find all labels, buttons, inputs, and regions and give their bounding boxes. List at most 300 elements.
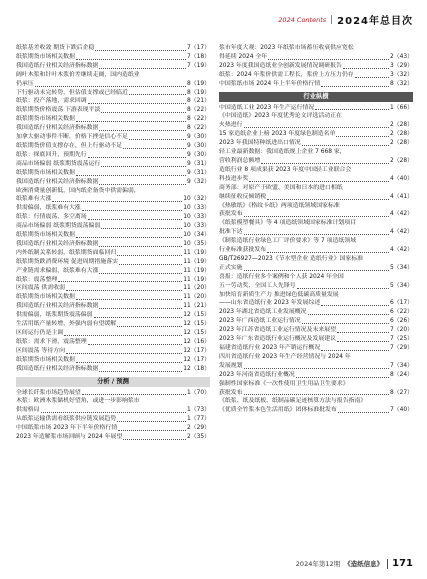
- dot-leader: [94, 317, 183, 318]
- toc-entry-title: ——山东省造纸行业 2023 年发展综述: [219, 300, 321, 307]
- toc-entry-page: 8（32）: [389, 80, 413, 87]
- toc-entry-line[interactable]: [219, 237, 413, 246]
- toc-entry-title: 批准下达: [219, 229, 243, 236]
- toc-entry-page: 10（34）: [183, 232, 210, 239]
- toc-entry-page: 9（30）: [186, 134, 210, 141]
- toc-entry-title: 内外纸制关系转弱，纸浆期货面临回归: [16, 249, 117, 256]
- dot-leader: [119, 264, 182, 265]
- toc-entry[interactable]: [16, 338, 210, 347]
- toc-entry-title: 木浆：欧洲木浆储机好望角，或进一步影响浆市: [16, 398, 140, 405]
- toc-entry-page: 4（40）: [389, 175, 413, 182]
- toc-entry-title: 中国浆纸市场 2024 年上半年价格行情: [219, 80, 321, 87]
- toc-entry-title: 《优质全竹浆本色生活用纸》团体标准批发布: [219, 407, 337, 414]
- toc-entry[interactable]: [16, 311, 210, 320]
- toc-entry-title: 中国造纸工业 2023 年生产运行情况: [219, 104, 315, 111]
- toc-entry-title: 2023 年江苏省造纸工业运行情况及未来展望: [219, 327, 337, 334]
- toc-entry-title: 纸浆：探底回升，预期先行: [16, 151, 87, 158]
- toc-entry-page: 7（19）: [186, 62, 210, 69]
- toc-entry-page: 8（22）: [186, 107, 210, 114]
- toc-entry[interactable]: [16, 284, 210, 293]
- toc-entry-title: 2023 年我国特种纸进出口情况: [219, 140, 301, 147]
- toc-entry-title: 得延续 2024 全年: [219, 53, 268, 60]
- dot-leader: [82, 394, 186, 395]
- dot-leader: [343, 68, 389, 69]
- toc-entry[interactable]: [219, 80, 413, 89]
- dot-leader: [117, 326, 182, 327]
- toc-entry[interactable]: [219, 335, 413, 344]
- toc-entry[interactable]: [16, 424, 210, 433]
- dot-leader: [308, 314, 389, 315]
- toc-entry-line[interactable]: [219, 380, 413, 389]
- dot-leader: [244, 270, 389, 271]
- toc-entry-line[interactable]: [219, 112, 413, 121]
- dot-leader: [99, 371, 182, 372]
- dot-leader: [268, 59, 389, 60]
- toc-entry[interactable]: [219, 282, 413, 291]
- header-chinese-title: 2024年总目次: [337, 16, 413, 27]
- dot-leader: [355, 77, 389, 78]
- toc-entry-title: 火热进行: [219, 122, 243, 129]
- toc-entry[interactable]: [16, 169, 210, 178]
- toc-entry-page: 6（22）: [389, 309, 413, 316]
- toc-entry-title: 纸浆难有大涨: [16, 196, 52, 203]
- toc-entry-page: 9（30）: [186, 142, 210, 149]
- dot-leader: [88, 157, 186, 158]
- toc-entry[interactable]: [16, 276, 210, 285]
- toc-entry[interactable]: [16, 356, 210, 365]
- toc-entry[interactable]: [16, 195, 210, 204]
- toc-entry-title: 纸浆期货市场相关数据: [16, 53, 75, 60]
- dot-leader: [101, 166, 186, 167]
- dot-leader: [244, 216, 389, 217]
- dot-leader: [261, 163, 389, 164]
- toc-entry-title: 15 家造纸企业上榜 2023 年度绿色制造名单: [219, 131, 336, 138]
- dot-leader: [64, 335, 182, 336]
- dot-leader: [302, 323, 389, 324]
- toc-entry-page: 11（19）: [183, 258, 210, 265]
- toc-entry-page: 9（31）: [186, 169, 210, 176]
- toc-entry-page: 12（17）: [183, 347, 210, 354]
- dot-leader: [244, 368, 389, 369]
- toc-entry-title: 纸浆期货价格震荡 下游表现平淡: [16, 107, 101, 114]
- toc-entry-page: 11（20）: [183, 285, 210, 292]
- toc-entry[interactable]: [16, 213, 210, 222]
- toc-entry[interactable]: [219, 157, 413, 166]
- toc-entry-title: 产业链需求偏弱，纸浆难有大涨: [16, 267, 99, 274]
- toc-entry[interactable]: [16, 293, 210, 302]
- header-english-title: 2024 Contents: [278, 15, 327, 24]
- toc-entry[interactable]: [16, 204, 210, 213]
- toc-entry-title: 我国造纸行业相关经济指标数据: [16, 62, 99, 69]
- toc-entry-page: 12（17）: [183, 356, 210, 363]
- toc-entry-title: 轻工业最新数据：我国造纸规上企业 7 668 家，: [219, 149, 346, 156]
- toc-entry[interactable]: [16, 106, 210, 115]
- page-footer: [296, 558, 413, 569]
- toc-entry-page: 7（29）: [389, 345, 413, 351]
- toc-entry-page: 9（30）: [186, 151, 210, 158]
- toc-entry[interactable]: [219, 175, 413, 184]
- dot-leader: [267, 252, 389, 253]
- toc-entry-line[interactable]: [219, 291, 413, 300]
- toc-entry-page: 2（28）: [389, 157, 413, 164]
- toc-entry-title: 纸浆期货跌消费环境 促进周期措施落实: [16, 258, 119, 265]
- toc-entry-page: 3（29）: [389, 62, 413, 69]
- toc-entry[interactable]: [16, 97, 210, 106]
- toc-entry-title: 我国造纸行业相关经济指标数据: [16, 125, 99, 132]
- dot-leader: [101, 228, 182, 229]
- dot-leader: [99, 130, 186, 131]
- toc-entry-page: 10（33）: [183, 223, 210, 230]
- toc-entry-title: 供需格局: [16, 407, 40, 414]
- toc-entry-page: 2（28）: [389, 131, 413, 138]
- toc-entry[interactable]: [16, 406, 210, 415]
- footer-divider: [387, 559, 388, 569]
- toc-entry[interactable]: [16, 267, 210, 276]
- toc-entry-title: 区间震荡 供需收弱: [16, 285, 65, 292]
- toc-entry-title: 阔叶木浆和针叶木浆价差继续走阔，国内造纸业: [16, 71, 140, 78]
- toc-entry-page: 7（18）: [186, 53, 210, 60]
- toc-entry-page: 12（18）: [183, 365, 210, 372]
- toc-entry[interactable]: [219, 406, 413, 415]
- dot-leader: [244, 394, 389, 395]
- dot-leader: [315, 109, 389, 110]
- toc-entry-title: 营收利润总额增: [219, 157, 261, 164]
- dot-leader: [337, 332, 389, 333]
- toc-entry[interactable]: [16, 240, 210, 249]
- toc-entry-page: 3（32）: [389, 71, 413, 78]
- toc-entry-title: 商品市场偏弱 纸浆期货震荡偏弱: [16, 223, 101, 230]
- toc-entry-page: 7（40）: [389, 407, 413, 414]
- toc-entry[interactable]: [219, 104, 413, 113]
- toc-entry-page: 10（33）: [183, 214, 210, 221]
- section-heading-industry: 行业纵横: [219, 92, 413, 102]
- toc-entry-page: 5（34）: [389, 282, 413, 289]
- toc-entry-title: 五一劳动奖、全国工人先锋号: [219, 282, 296, 289]
- toc-entry-page: 8（19）: [186, 80, 210, 87]
- toc-entry-title: 商品市场偏弱 纸浆期货震荡运行: [16, 160, 101, 167]
- toc-entry-line[interactable]: [219, 273, 413, 282]
- toc-entry-title: GB/T26927—2023《节水型企业 造纸行业》国家标准: [219, 255, 364, 262]
- toc-entry-title: 2023 年广东省造纸行业运行概况及发展建议: [219, 336, 337, 343]
- toc-entry-page: 7（34）: [389, 362, 413, 369]
- toc-entry[interactable]: [16, 80, 210, 89]
- dot-leader: [76, 362, 182, 363]
- page-header: [278, 12, 413, 27]
- dot-leader: [321, 86, 389, 87]
- page-number: 171: [392, 558, 413, 569]
- toc-entry-title: 生活用纸产量转增，外强内弱有望缓解: [16, 321, 117, 328]
- toc-entry[interactable]: [16, 365, 210, 374]
- toc-entry[interactable]: [16, 222, 210, 231]
- toc-entry-title: 加快培育新质生产力 推进绿色低碳高质量发展: [219, 291, 339, 298]
- toc-entry-line[interactable]: [219, 166, 413, 175]
- toc-entry-title: 仍承压: [16, 80, 34, 87]
- toc-entry-line[interactable]: [219, 148, 413, 157]
- toc-entry-title: 欧洲消费量创新低，国内纸企备货中供需偏弱，: [16, 187, 140, 194]
- toc-entry[interactable]: [16, 249, 210, 258]
- toc-entry-page: 9（31）: [186, 160, 210, 167]
- dot-leader: [88, 344, 183, 345]
- toc-entry[interactable]: [219, 71, 413, 80]
- toc-entry-title: 2023 年湖北省造纸工业发展概况: [219, 309, 307, 316]
- toc-entry-line[interactable]: [219, 353, 413, 362]
- toc-entry-title: 发展规划: [219, 362, 243, 369]
- left-column: [16, 44, 210, 442]
- dot-leader: [76, 175, 186, 176]
- toc-entry-page: 12（15）: [183, 330, 210, 336]
- toc-entry-page: 2（28）: [389, 140, 413, 147]
- toc-entry-page: 11（19）: [183, 267, 210, 274]
- toc-entry[interactable]: [219, 53, 413, 62]
- dot-leader: [249, 181, 389, 182]
- toc-entry[interactable]: [219, 317, 413, 326]
- toc-entry-page: 5（34）: [389, 264, 413, 271]
- toc-entry[interactable]: [16, 433, 210, 442]
- dot-leader: [337, 341, 389, 342]
- toc-entry[interactable]: [16, 302, 210, 311]
- toc-entry[interactable]: [219, 389, 413, 398]
- dot-leader: [244, 127, 389, 128]
- dot-leader: [123, 439, 186, 440]
- toc-entry-title: 科技进步奖: [219, 175, 249, 182]
- toc-entry-title: 浆市年度大观：2023 年纸浆市场蓄压收衰供应宽松: [219, 45, 354, 51]
- toc-entry-page: 8（24）: [389, 371, 413, 378]
- toc-entry-page: 6（26）: [389, 318, 413, 325]
- toc-entry[interactable]: [219, 371, 413, 380]
- toc-entry-page: 11（20）: [183, 294, 210, 301]
- toc-entry-page: 6（17）: [389, 300, 413, 307]
- toc-entry-title: 纸浆期货市场相关数据: [16, 116, 75, 123]
- header-divider: [331, 15, 332, 24]
- toc-entry[interactable]: [16, 178, 210, 187]
- dot-leader: [58, 281, 182, 282]
- toc-entry-page: 7（20）: [389, 327, 413, 334]
- toc-entry-title: 福建省造纸行业 2023 年产销运行概况: [219, 345, 321, 351]
- toc-entry-title: 纸浆期货市场相关数据: [16, 294, 75, 301]
- toc-entry[interactable]: [16, 115, 210, 124]
- toc-entry-title: 获批发布: [219, 389, 243, 396]
- dot-leader: [118, 430, 186, 431]
- toc-entry-title: 四川省造纸行业 2023 年生产经营情况与 2024 年: [219, 353, 351, 360]
- toc-entry[interactable]: [219, 362, 413, 371]
- dot-leader: [99, 308, 182, 309]
- toc-entry-page: 11（19）: [183, 276, 210, 283]
- toc-entry-page: 11（19）: [183, 249, 210, 256]
- toc-entry-title: 《纸浆模塑餐具》等 4 项造纸领域国家标准计划项目: [219, 220, 357, 227]
- dot-leader: [302, 145, 389, 146]
- toc-entry-title: 正式实施: [219, 264, 243, 271]
- toc-entry-line[interactable]: [219, 255, 413, 264]
- toc-entry-title: 纸浆：投产落地，需求回调: [16, 98, 87, 105]
- toc-entry[interactable]: [16, 44, 210, 53]
- toc-entry[interactable]: [16, 329, 210, 338]
- toc-entry-page: 11（21）: [183, 303, 210, 310]
- toc-entry-page: 4（42）: [389, 211, 413, 218]
- dot-leader: [99, 184, 186, 185]
- toc-entry-title: 获批发布: [219, 211, 243, 218]
- toc-entry-title: 继续征收反倾销税: [219, 193, 267, 200]
- toc-entry-title: 纸浆：需求下滑，震荡整理: [16, 338, 87, 345]
- toc-entry-page: 10（35）: [183, 240, 210, 247]
- toc-entry-page: 8（19）: [186, 89, 210, 96]
- toc-entry-page: 12（15）: [183, 321, 210, 328]
- toc-entry-title: 纸浆：行情震荡，多空离场: [16, 214, 87, 221]
- toc-entry-page: 2（28）: [389, 122, 413, 129]
- dot-leader: [99, 246, 182, 247]
- toc-entry[interactable]: [16, 320, 210, 329]
- dot-leader: [338, 412, 389, 413]
- toc-entry-page: 9（32）: [186, 178, 210, 185]
- toc-entry-line[interactable]: [219, 184, 413, 193]
- toc-entry-title: 《纸浆、纸及纸板、纸制品碳足迹核算方法与报告指南》: [219, 398, 367, 405]
- dot-leader: [244, 234, 389, 235]
- dot-leader: [66, 353, 182, 354]
- toc-entry-page: 10（32）: [183, 196, 210, 203]
- toc-entry-page: 2（29）: [186, 425, 210, 432]
- toc-entry-title: 喜报：造纸行业多个案例和个人获 2024 年全国: [219, 273, 344, 280]
- dot-leader: [82, 210, 182, 211]
- toc-entry-title: 2023 年造解浆市场回顾与 2024 年展望: [16, 434, 123, 441]
- toc-entry-page: 12（16）: [183, 338, 210, 345]
- toc-entry-title: 我国造纸行业相关经济指标数据: [16, 365, 99, 372]
- toc-entry-title: 纸浆期货市场相关数据: [16, 169, 75, 176]
- dot-leader: [52, 201, 182, 202]
- toc-entry-title: 纸浆：2024 年浆价供需工程长，浆价上方压力仍存: [219, 71, 354, 78]
- toc-entry[interactable]: [219, 264, 413, 273]
- toc-entry-line[interactable]: [16, 187, 210, 196]
- toc-entry-title: 强制性国家标准《一次性使用卫生用品卫生要求》: [219, 380, 349, 387]
- dot-leader: [88, 219, 183, 220]
- toc-entry[interactable]: [16, 53, 210, 62]
- section-heading-analysis: 分析 / 预测: [16, 377, 210, 387]
- toc-entry-title: 供需偏弱，纸浆期货震荡偏弱: [16, 312, 93, 319]
- dot-leader: [297, 288, 389, 289]
- toc-entry-title: 我国造纸行业相关经济指标数据: [16, 240, 99, 247]
- toc-entry-title: 纸浆基差收敛 期货下跌后企稳: [16, 45, 95, 51]
- toc-entry-line[interactable]: [219, 44, 413, 53]
- toc-entry[interactable]: [16, 124, 210, 133]
- toc-entry-title: 纸浆期货市场相关数据: [16, 232, 75, 239]
- toc-entry-title: 商务部：对原产于欧盟、美国和日本的进口相纸: [219, 184, 343, 191]
- toc-entry[interactable]: [219, 299, 413, 308]
- dot-leader: [76, 59, 186, 60]
- dot-leader: [123, 148, 186, 149]
- toc-entry[interactable]: [16, 231, 210, 240]
- toc-entry-title: 区间震荡 等待方向: [16, 347, 65, 354]
- toc-entry[interactable]: [16, 151, 210, 160]
- toc-entry[interactable]: [16, 133, 210, 142]
- toc-entry-page: 2（35）: [186, 434, 210, 441]
- dot-leader: [76, 237, 182, 238]
- dot-leader: [101, 112, 186, 113]
- toc-entry-title: 行业标准获批发布: [219, 247, 267, 254]
- toc-entry-line[interactable]: [219, 219, 413, 228]
- toc-entry-page: 12（15）: [183, 312, 210, 319]
- toc-entry-line[interactable]: [219, 202, 413, 211]
- toc-entry-title: 中国纸浆市场 2023 年下半年价格行情: [16, 425, 118, 432]
- dot-leader: [76, 299, 182, 300]
- toc-entry[interactable]: [16, 415, 210, 424]
- toc-entry-page: 8（21）: [186, 98, 210, 105]
- toc-entry-title: 我国造纸行业相关经济指标数据: [16, 303, 99, 310]
- toc-entry-line[interactable]: [16, 71, 210, 80]
- toc-entry-line[interactable]: [219, 397, 413, 406]
- toc-entry-title: 纸浆：震荡整理: [16, 276, 58, 283]
- toc-entry[interactable]: [16, 347, 210, 356]
- toc-entry-title: 2023 年度我国造纸业全创新发展情况调研报告: [219, 62, 342, 69]
- toc-entry[interactable]: [16, 258, 210, 267]
- toc-entry-page: 4（41）: [389, 193, 413, 200]
- toc-entry-page: 7（17）: [186, 45, 210, 51]
- toc-entry[interactable]: [219, 121, 413, 130]
- dot-leader: [99, 273, 182, 274]
- toc-entry[interactable]: [219, 344, 413, 353]
- toc-entry[interactable]: [219, 139, 413, 148]
- toc-entry-title: 2023 年河南省造纸行业概况: [219, 371, 295, 378]
- toc-entry-title: 全球长纤浆市场趋势展望: [16, 389, 81, 396]
- toc-entry-page: 4（42）: [389, 229, 413, 236]
- dot-leader: [336, 136, 389, 137]
- toc-entry[interactable]: [219, 308, 413, 317]
- toc-entry[interactable]: [16, 389, 210, 398]
- toc-entry-page: 8（22）: [186, 116, 210, 123]
- toc-entry-title: 2023 年广西造纸工业运行情况: [219, 318, 301, 325]
- toc-entry-title: 《热敏纸》《格纹卡纸》两项造纸领域国家标准: [219, 202, 340, 209]
- toc-entry-page: 1（70）: [186, 389, 210, 396]
- toc-entry-page: 8（22）: [186, 125, 210, 132]
- toc-entry-page: 4（42）: [389, 247, 413, 254]
- dot-leader: [66, 290, 182, 291]
- dot-leader: [76, 121, 186, 122]
- dot-leader: [95, 50, 186, 51]
- toc-entry[interactable]: [219, 193, 413, 202]
- toc-entry[interactable]: [219, 62, 413, 71]
- toc-entry[interactable]: [16, 160, 210, 169]
- dot-leader: [99, 68, 186, 69]
- dot-leader: [296, 377, 389, 378]
- dot-leader: [321, 350, 389, 351]
- dot-leader: [129, 94, 186, 95]
- toc-entry[interactable]: [219, 228, 413, 237]
- toc-entry[interactable]: [219, 210, 413, 219]
- toc-entry[interactable]: [16, 142, 210, 151]
- toc-entry[interactable]: [219, 130, 413, 139]
- toc-entry-title: 加拿大驱动事件不断，价格下挫是信心不足: [16, 134, 128, 141]
- dot-leader: [129, 139, 186, 140]
- dot-leader: [41, 412, 186, 413]
- toc-entry[interactable]: [219, 326, 413, 335]
- toc-entry[interactable]: [219, 246, 413, 255]
- toc-entry-title: 《制浆造纸行业绿色工厂评价要求》等 7 项造纸领域: [219, 238, 357, 245]
- toc-entry[interactable]: [16, 62, 210, 71]
- toc-entry-title: 纸浆期货价值支撑存在，但上行驱动不足: [16, 142, 123, 149]
- dot-leader: [267, 199, 389, 200]
- toc-entry-title: 从纸浆运输供需看纸浆供应链发展趋势: [16, 416, 117, 423]
- toc-entry[interactable]: [16, 89, 210, 98]
- toc-entry-line[interactable]: [16, 397, 210, 406]
- toc-entry-page: 1（77）: [186, 416, 210, 423]
- dot-leader: [117, 255, 182, 256]
- footer-journal: 《造纸信息》: [344, 560, 384, 568]
- toc-entry-page: 10（33）: [183, 205, 210, 212]
- dot-leader: [35, 86, 186, 87]
- dot-leader: [88, 103, 186, 104]
- toc-entry-page: 1（73）: [186, 407, 210, 414]
- dot-leader: [117, 421, 186, 422]
- footer-issue: 2024年第12期: [295, 560, 341, 568]
- right-column: [219, 44, 413, 415]
- toc-entry-page: 1（66）: [389, 104, 413, 111]
